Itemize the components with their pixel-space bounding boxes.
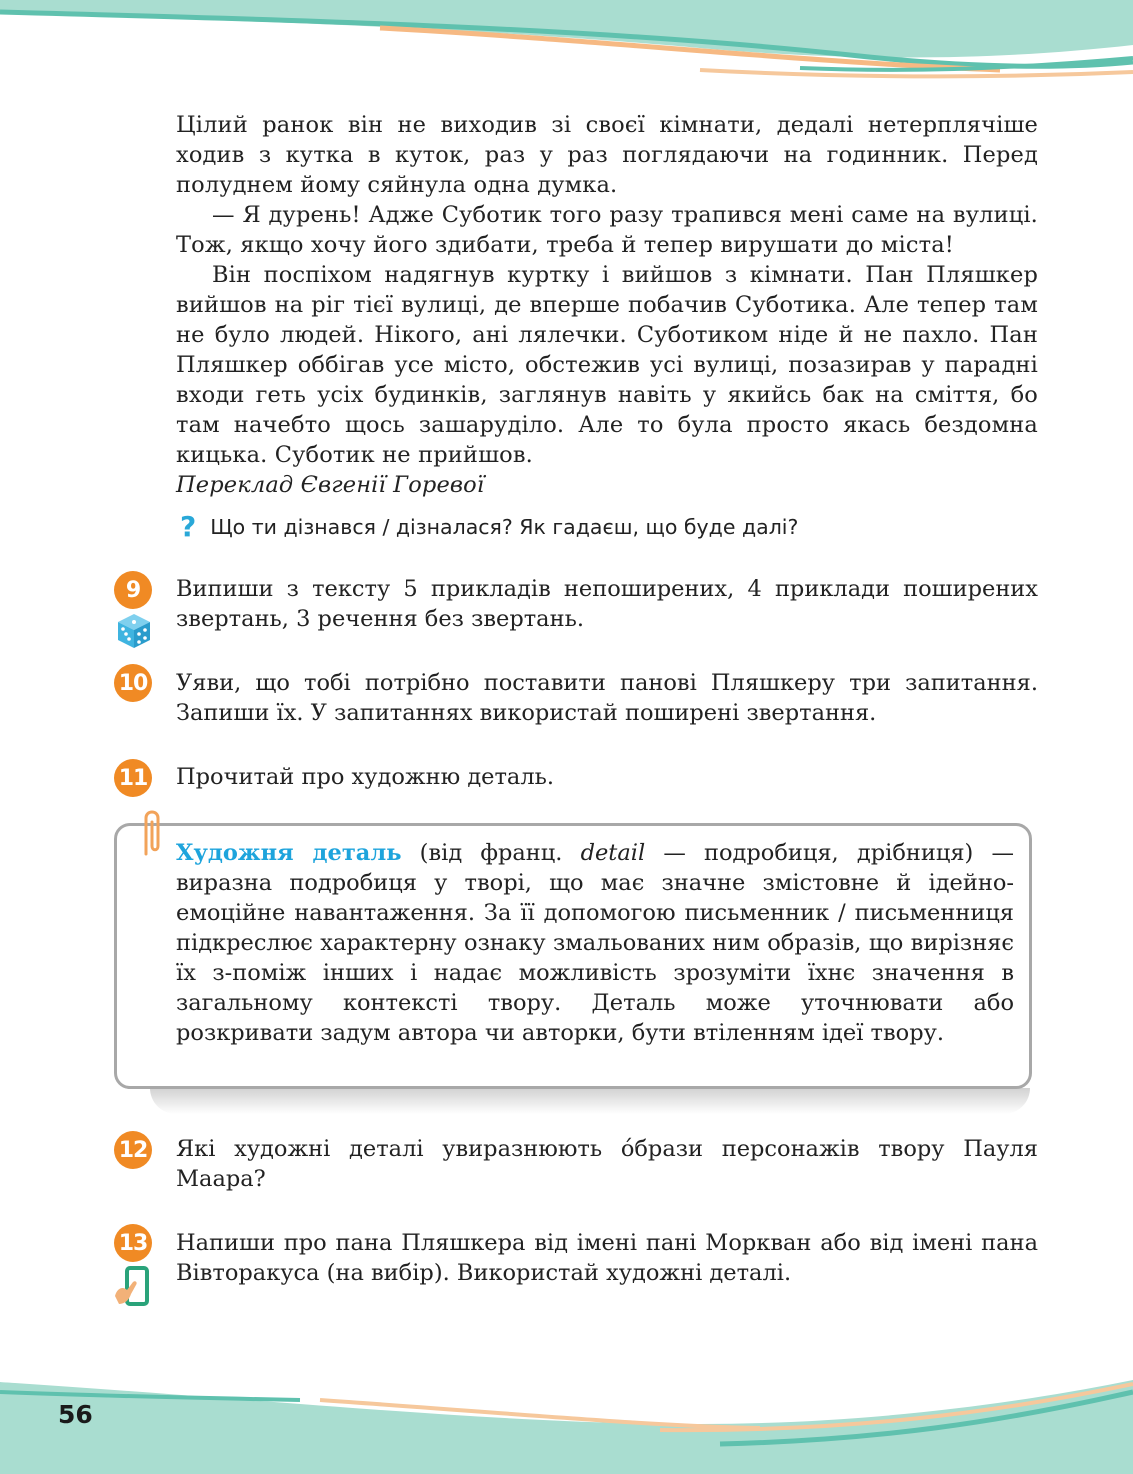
task-text: Прочитай про художню деталь.: [176, 764, 555, 790]
question-text: Що ти дізнався / дізналася? Як гадаєш, що буде далі?: [210, 515, 799, 539]
bottom-decoration: [0, 1352, 1133, 1474]
task-9: [176, 574, 1038, 634]
task-text: Напиши про пана Пляшкера від імені пані Моркван або від імені пана Вівторакуса (на вибір). Використай художні деталі.: [176, 1230, 1038, 1286]
task-number-badge: 12: [114, 1131, 152, 1169]
definition-part: (від франц.: [401, 840, 581, 866]
info-box-shadow: [150, 1088, 1030, 1114]
story-paragraph: Він поспіхом надягнув куртку і вийшов з кімнати. Пан Пляшкер вийшов на ріг тієї вулиці, де вперше побачив Суботика. Але тепер там не було людей. Нікого, ані лялечки. Суботиком ніде й не пахло. Пан Пляшкер оббігав усе місто, обстежив усі вулиці, позазирав у парадні входи геть усіх будинків, заглянув навіть у якийсь бак на сміття, бо там начебто щось зашаруділо. Але то була просто якась бездомна кицька. Суботик не прийшов.: [176, 262, 1038, 468]
task-text: Які художні деталі увиразнюють о́брази персонажів твору Пауля Маара?: [176, 1136, 1038, 1192]
task-11: [176, 762, 1038, 792]
task-number-badge: 10: [114, 664, 152, 702]
question-prompt: [180, 512, 798, 542]
definition-term: Художня деталь: [176, 840, 402, 866]
story-paragraph: — Я дурень! Адже Суботик того разу трапився мені саме на вулиці. Тож, якщо хочу його здибати, треба й тепер вирушати до міста!: [176, 202, 1038, 258]
task-number-badge: 9: [114, 571, 152, 609]
page-number: 56: [58, 1400, 93, 1429]
task-text: Уяви, що тобі потрібно поставити панові Пляшкеру три запитання. Запиши їх. У запитаннях використай поширені звертання.: [176, 670, 1038, 726]
task-13: [176, 1228, 1038, 1288]
task-12: [176, 1134, 1038, 1194]
task-text: Випиши з тексту 5 прикладів непоширених, 4 приклади поширених звертань, 3 речення без звертань.: [176, 576, 1038, 632]
phone-touch-icon: [113, 1266, 153, 1308]
paperclip-icon: [132, 804, 172, 860]
story-paragraph: Цілий ранок він не виходив зі своєї кімнати, дедалі нетерплячіше ходив з кутка в куток, раз у раз поглядаючи на годинник. Перед полуднем йому сяйнула одна думка.: [176, 112, 1038, 198]
translation-credit: Переклад Євгенії Горевої: [176, 472, 485, 498]
task-number-badge: 11: [114, 759, 152, 797]
definition-text: [176, 838, 1014, 1048]
question-mark-icon: ?: [180, 510, 197, 543]
task-10: [176, 668, 1038, 728]
foreign-word: detail: [580, 840, 646, 866]
definition-body: — подробиця, дрібниця) — виразна подробиця у творі, що має значне змістовне й ідейно-емоційне навантаження. За її допомогою письменник / письменниця підкреслює характерну ознаку змальованих ним образів, що вирізняє їх з-поміж інших і надає можливість зрозуміти їхнє значення в загальному контексті твору. Деталь може уточнювати або розкривати задум автора чи авторки, бути втіленням ідеї твору.: [176, 840, 1014, 1046]
task-number-badge: 13: [114, 1224, 152, 1262]
dice-icon: [115, 612, 153, 650]
top-decoration: [0, 0, 1133, 100]
story-text: [176, 110, 1038, 500]
